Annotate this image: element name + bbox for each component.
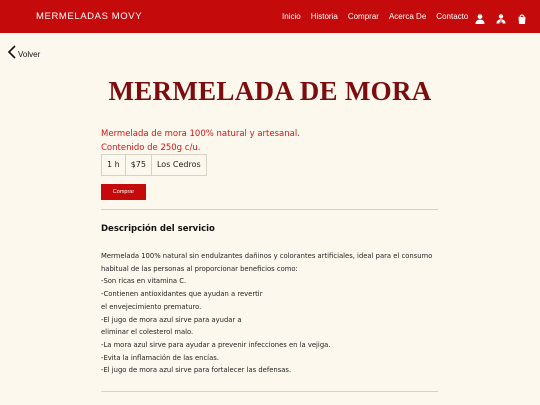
description-line: eliminar el colesterol malo. — [101, 328, 194, 337]
product-details — [101, 154, 207, 176]
back-label: Volver — [18, 50, 41, 59]
description-line: el envejecimiento prematuro. — [101, 302, 202, 311]
chevron-left-icon — [7, 45, 17, 59]
description-line: -El jugo de mora azul sirve para ayudar a — [101, 315, 242, 324]
page-title: MERMELADA DE MORA — [108, 76, 432, 106]
product-summary — [101, 127, 300, 155]
site-brand[interactable]: MERMELADAS MOVY — [36, 11, 143, 22]
nav-item-contacto[interactable]: Contacto — [436, 12, 469, 21]
description-line: -La mora azul sirve para ayudar a prevenir infecciones en la vejiga. — [101, 340, 331, 349]
service-description — [101, 250, 431, 377]
nav-item-historia[interactable]: Historia — [310, 12, 338, 21]
header-icons — [474, 10, 528, 22]
description-line: -Evita la inflamación de las encías. — [101, 353, 219, 362]
description-line: -Son ricas en vitamina C. — [101, 277, 187, 286]
nav-item-comprar[interactable]: Comprar — [347, 12, 379, 21]
description-line: Mermelada 100% natural sin endulzantes dañinos y colorantes artificiales, ideal para el consumo — [101, 252, 433, 260]
description-line: -Contienen antioxidantes que ayudan a revertir — [101, 290, 263, 299]
product-summary-line: Mermelada de mora 100% natural y artesanal. — [101, 129, 300, 139]
download-icon[interactable] — [495, 10, 507, 22]
bag-icon[interactable] — [516, 10, 528, 22]
product-content-line: Contenido de 250g c/u. — [101, 143, 201, 153]
duration-chip: 1 h — [102, 155, 126, 175]
top-navbar — [0, 0, 540, 33]
back-link[interactable] — [7, 44, 40, 59]
divider — [101, 391, 438, 392]
nav-item-inicio[interactable]: Inicio — [282, 12, 301, 21]
buy-button[interactable]: Comprar — [101, 184, 146, 200]
service-description-heading: Descripción del servicio — [101, 224, 215, 234]
nav-item-acerca-de[interactable]: Acerca De — [388, 12, 427, 21]
user-icon[interactable] — [474, 10, 486, 22]
description-line: habitual de las personas al proporcionar beneficios como: — [101, 264, 298, 273]
main-nav — [282, 12, 478, 21]
location-chip: Los Cedros — [156, 160, 201, 169]
price-chip: $75 — [126, 155, 152, 175]
divider — [101, 209, 438, 210]
description-line: -El jugo de mora azul sirve para fortalecer las defensas. — [101, 366, 292, 375]
